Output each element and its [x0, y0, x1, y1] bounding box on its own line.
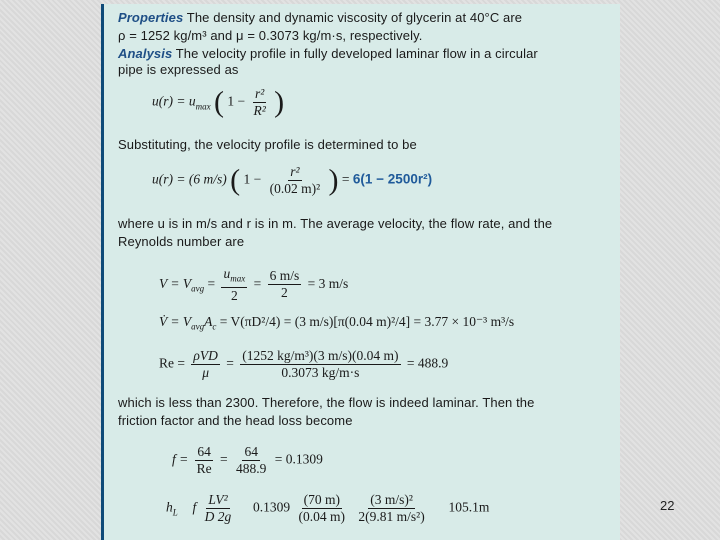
eq7-fraction-2: [297, 492, 348, 525]
eq5-fraction-2: [240, 348, 400, 381]
eq5-num1: ρVD: [193, 348, 218, 363]
eq7-den1: D 2g: [204, 509, 232, 524]
eq2-den: (0.02 m)²: [269, 181, 321, 196]
eq1-close-paren: ): [274, 85, 285, 119]
properties-line-2: ρ = 1252 kg/m³ and μ = 0.3073 kg/m·s, respectively.: [118, 28, 423, 43]
eq3-result: = 3 m/s: [307, 275, 349, 291]
less-than-line-2: friction factor and the head loss become: [118, 413, 353, 428]
analysis-label: Analysis: [118, 46, 173, 61]
eq6-result: = 0.1309: [274, 451, 323, 467]
eq1-open-paren: (: [213, 85, 224, 119]
eq2-lhs: u(r) = (6 m/s): [152, 171, 227, 187]
eq4-rest: = V(πD²/4) = (3 m/s)[π(0.04 m)²/4] = 3.77 × 10⁻³ m³/s: [219, 314, 515, 329]
eq7-num1: LV²: [208, 492, 228, 507]
where-line-2: Reynolds number are: [118, 234, 245, 249]
properties-line: [118, 10, 522, 25]
eq3-den1: 2: [230, 287, 238, 303]
eq4-lhs: V̇ = V: [159, 314, 192, 329]
eq3-num1-sub: max: [230, 273, 246, 284]
analysis-text-1: The velocity profile in fully developed laminar flow in a circular: [175, 46, 538, 61]
eq7-lhs-sub: L: [172, 507, 178, 518]
eq7-den3: 2(9.81 m/s²): [358, 509, 425, 524]
less-than-line-1: which is less than 2300. Therefore, the flow is indeed laminar. Then the: [118, 395, 535, 410]
eq1-lhs: u(r) = u: [152, 93, 196, 109]
substituting-line: Substituting, the velocity profile is determined to be: [118, 137, 417, 152]
eq2-num: r²: [290, 164, 300, 179]
eq7-num3: (3 m/s)²: [370, 492, 413, 507]
eq3-den2: 2: [281, 285, 288, 301]
equation-substituted-profile: u(r) = (6 m/s) ( 1 − $\frac{\text{r²}}{\text{(0.02 m)²}}$ ) = 6(1 − 2500r²): [152, 163, 433, 197]
properties-text-1: The density and dynamic viscosity of glycerin at 40°C are: [186, 10, 523, 25]
eq5-result: = 488.9: [406, 355, 449, 371]
properties-label: Properties: [118, 10, 184, 25]
eq2-fraction: [268, 164, 323, 197]
eq4-mid-sub: c: [212, 321, 217, 332]
eq5-den1: μ: [202, 365, 209, 380]
eq5-fraction-1: [191, 348, 219, 381]
equation-friction-factor: f = $\frac{64}{Re}$ = $\frac{64}{488.9}$ = 0.1309: [172, 444, 323, 476]
eq2-close-paren: ): [328, 163, 339, 197]
eq1-lhs-sub: max: [195, 101, 211, 112]
eq6-den2: 488.9: [236, 461, 267, 476]
eq3-lhs: V = V: [159, 275, 192, 291]
analysis-line-2: pipe is expressed as: [118, 62, 239, 77]
eq1-fraction: [251, 86, 267, 119]
eq4-lhs-sub: avg: [191, 321, 205, 332]
eq2-one: 1 −: [243, 171, 262, 187]
eq7-lhs: h: [166, 499, 173, 515]
page-number: 22: [660, 498, 675, 513]
eq5-den2: 0.3073 kg/m·s: [281, 365, 360, 380]
eq7-fraction-3: [356, 492, 426, 525]
eq1-den: R²: [253, 103, 266, 118]
eq7-f: f: [192, 499, 197, 515]
eq5-lhs: Re =: [159, 355, 185, 371]
eq6-num1: 64: [197, 444, 211, 459]
eq3-num2: 6 m/s: [269, 268, 300, 284]
equation-velocity-profile: [152, 86, 284, 119]
eq7-fraction-1: [203, 492, 234, 525]
eq1-one: 1 −: [227, 93, 246, 109]
eq6-fraction-1: [195, 444, 214, 477]
eq2-open-paren: (: [230, 163, 241, 197]
eq6-den1: Re: [196, 461, 212, 476]
eq3-num1: u: [223, 266, 231, 281]
where-line-1: where u is in m/s and r is in m. The average velocity, the flow rate, and the: [118, 216, 553, 231]
analysis-line: [118, 46, 538, 61]
equation-reynolds-number: Re = $\frac{\text{ρVD}}{\mu}$ = $\frac{\text{(1252 kg/m³)(3 m/s)(0.04 m)}}{0.3073 kg/m\cdot s}$ = 488.9: [159, 348, 449, 380]
eq6-fraction-2: [234, 444, 268, 477]
equation-head-loss: [166, 492, 489, 525]
eq6-lhs: f =: [172, 451, 189, 467]
eq5-num2: (1252 kg/m³)(3 m/s)(0.04 m): [242, 348, 399, 363]
solution-panel: [101, 4, 620, 540]
eq1-num: r²: [254, 86, 265, 101]
eq7-num2: (70 m): [303, 492, 340, 507]
eq3-fraction-1: [221, 266, 247, 304]
eq7-result: 105.1m: [448, 499, 490, 515]
eq4-mid: A: [204, 314, 213, 329]
eq7-coef: 0.1309: [253, 499, 291, 515]
eq6-num2: 64: [244, 444, 258, 459]
equation-flow-rate: [159, 314, 514, 332]
eq3-fraction-2: [268, 268, 302, 301]
equation-average-velocity: $V = V_{avg}$ = $\frac{u_{max}}{2}$ = $\frac{6 m/s}{2}$ = 3 m/s: [159, 266, 349, 303]
eq7-den2: (0.04 m): [298, 509, 346, 524]
eq2-result: 6(1 − 2500r²): [352, 171, 433, 187]
eq3-lhs-sub: avg: [191, 283, 205, 294]
